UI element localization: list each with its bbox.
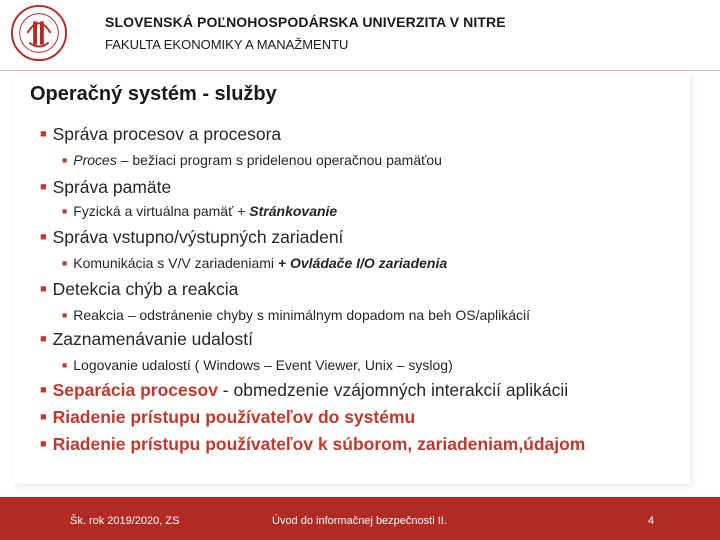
sub-list-item [62, 203, 337, 219]
bullet-icon: ■ [40, 411, 47, 424]
bullet-icon: ■ [40, 438, 47, 451]
bullet-icon: ■ [40, 181, 47, 194]
sub-list-item [62, 152, 442, 168]
bullet-icon: ■ [40, 231, 47, 244]
page-number: 4 [648, 515, 655, 527]
list-item [40, 329, 253, 350]
item-text-highlight: Separácia procesov [52, 380, 223, 400]
item-text-highlight: Riadenie prístupu používateľov k súborom, zariadeniam,údajom [52, 434, 586, 454]
sub-item-lead: Proces [73, 152, 117, 168]
bullet-icon: ■ [62, 154, 68, 165]
list-item [40, 177, 171, 198]
bullet-icon: ■ [40, 333, 47, 346]
sub-item-text: Komunikácia s V/V zariadeniami [73, 255, 278, 271]
item-text: Detekcia chýb a reakcia [52, 279, 239, 299]
footer-bar [0, 497, 720, 540]
university-seal-icon [10, 4, 68, 62]
list-item [40, 279, 238, 300]
sub-list-item [62, 357, 453, 373]
sub-item-text: Logovanie udalostí ( Windows – Event Viewer, Unix – syslog) [73, 357, 453, 373]
university-name: SLOVENSKÁ POĽNOHOSPODÁRSKA UNIVERZITA V NITRE [105, 14, 506, 30]
sub-item-emphasis: Stránkovanie [249, 203, 338, 219]
bullet-icon: ■ [40, 384, 47, 397]
list-item [40, 124, 281, 145]
slide-title: Operačný systém - služby [30, 83, 277, 105]
footer-course: Úvod do informačnej bezpečnosti II. [272, 515, 447, 527]
item-text: Správa procesov a procesora [52, 124, 282, 144]
item-text: Správa vstupno/výstupných zariadení [52, 227, 344, 247]
bullet-icon: ■ [40, 128, 47, 141]
item-text: - obmedzenie vzájomných interakcií aplikácii [222, 380, 569, 400]
item-text-highlight: Riadenie prístupu používateľov do systému [52, 407, 416, 427]
sub-list-item [62, 255, 447, 271]
sub-item-emphasis: + Ovládače I/O zariadenia [277, 255, 448, 271]
sub-item-text: Fyzická a virtuálna pamäť + [73, 203, 250, 219]
sub-list-item [62, 307, 530, 323]
item-text: Správa pamäte [52, 177, 172, 197]
footer-year: Šk. rok 2019/2020, ZS [70, 515, 180, 527]
list-item [40, 227, 343, 248]
list-item [40, 407, 415, 428]
bullet-icon: ■ [62, 359, 68, 370]
sub-item-text: – bežiaci program s pridelenou operačnou pamäťou [116, 152, 442, 168]
bullet-icon: ■ [62, 309, 68, 320]
list-item [40, 380, 568, 401]
faculty-name: FAKULTA EKONOMIKY A MANAŽMENTU [105, 37, 349, 52]
bullet-icon: ■ [62, 205, 68, 216]
bullet-icon: ■ [40, 283, 47, 296]
bullet-icon: ■ [62, 257, 68, 268]
sub-item-text: Reakcia – odstránenie chyby s minimálnym dopadom na beh OS/aplikácií [73, 307, 531, 323]
item-text: Zaznamenávanie udalostí [52, 329, 253, 349]
list-item [40, 434, 585, 455]
header-divider [0, 70, 720, 71]
